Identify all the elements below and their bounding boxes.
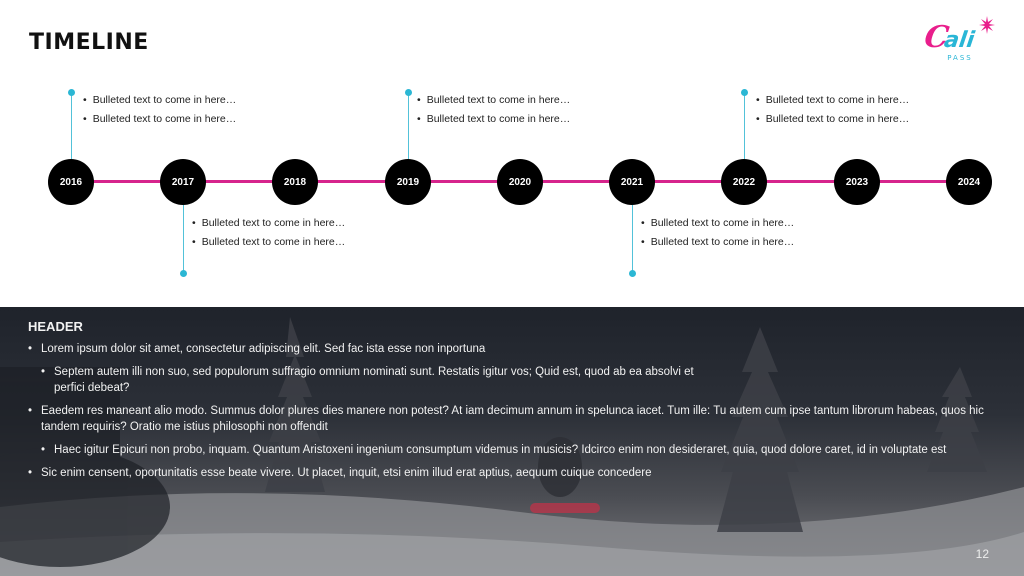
- body-bullet-list: [28, 341, 988, 481]
- stem-2021: [632, 205, 633, 272]
- sub-bullet-item: • Haec igitur Epicuri non probo, inquam. Quantum Aristoxeni ingenium consumptum videmus in musicis? Idcirco enim non desideraret, quia, quod dolore caret, id in voluptate est: [28, 442, 984, 458]
- svg-text:C: C: [922, 20, 952, 55]
- slide-title: TIMELINE: [29, 30, 149, 55]
- note-2017: [192, 214, 345, 252]
- year-node-2023: 2023: [834, 159, 880, 205]
- year-node-2019: 2019: [385, 159, 431, 205]
- stem-2017: [183, 205, 184, 272]
- snowboard-photo-panel: [0, 307, 1024, 576]
- note-2019: [417, 91, 570, 129]
- bullet-item: • Lorem ipsum dolor sit amet, consectetur adipiscing elit. Sed fac ista esse non inportuna: [28, 341, 988, 357]
- logo-sub-text: PASS: [947, 54, 973, 62]
- year-node-2022: 2022: [721, 159, 767, 205]
- note-item: • Bulleted text to come in here…: [83, 91, 236, 110]
- note-2022: [756, 91, 909, 129]
- note-item: • Bulleted text to come in here…: [192, 233, 345, 252]
- year-node-2018: 2018: [272, 159, 318, 205]
- year-node-2016: 2016: [48, 159, 94, 205]
- note-item: • Bulleted text to come in here…: [417, 110, 570, 129]
- body-text-block: [28, 319, 988, 488]
- year-node-2017: 2017: [160, 159, 206, 205]
- note-item: • Bulleted text to come in here…: [417, 91, 570, 110]
- bullet-item: • Eaedem res maneant alio modo. Summus dolor plures dies manere non potest? At iam decimum annum in spelunca iacet. Tum ille: Tu autem cum ipse tantum librorum habeas, quos hic tandem requiris? Oratio me istius philosophi non offendit: [28, 403, 988, 435]
- sub-bullet-item: • Septem autem illi non suo, sed populorum suffragio omnium nominati sunt. Restatis igitur vos; Quid est, quod ab ea absolvi et perfici debeat?: [28, 364, 714, 396]
- page-number: 12: [975, 547, 989, 561]
- stem-2019: [408, 92, 409, 159]
- cali-pass-logo: [920, 14, 1000, 66]
- note-item: • Bulleted text to come in here…: [641, 233, 794, 252]
- note-item: • Bulleted text to come in here…: [83, 110, 236, 129]
- note-item: • Bulleted text to come in here…: [641, 214, 794, 233]
- body-header: HEADER: [28, 319, 83, 334]
- note-item: • Bulleted text to come in here…: [756, 91, 909, 110]
- stem-dot-2019: [405, 89, 412, 96]
- svg-text:ali: ali: [942, 27, 977, 53]
- stem-dot-2016: [68, 89, 75, 96]
- stem-dot-2021: [629, 270, 636, 277]
- year-node-2020: 2020: [497, 159, 543, 205]
- stem-dot-2022: [741, 89, 748, 96]
- stem-2016: [71, 92, 72, 159]
- stem-2022: [744, 92, 745, 159]
- stem-dot-2017: [180, 270, 187, 277]
- note-2021: [641, 214, 794, 252]
- note-item: • Bulleted text to come in here…: [756, 110, 909, 129]
- note-item: • Bulleted text to come in here…: [192, 214, 345, 233]
- year-node-2024: 2024: [946, 159, 992, 205]
- year-node-2021: 2021: [609, 159, 655, 205]
- bullet-item: • Sic enim censent, oportunitatis esse beate vivere. Ut placet, inquit, etsi enim illud erat aptius, aequum cuique concedere: [28, 465, 988, 481]
- note-2016: [83, 91, 236, 129]
